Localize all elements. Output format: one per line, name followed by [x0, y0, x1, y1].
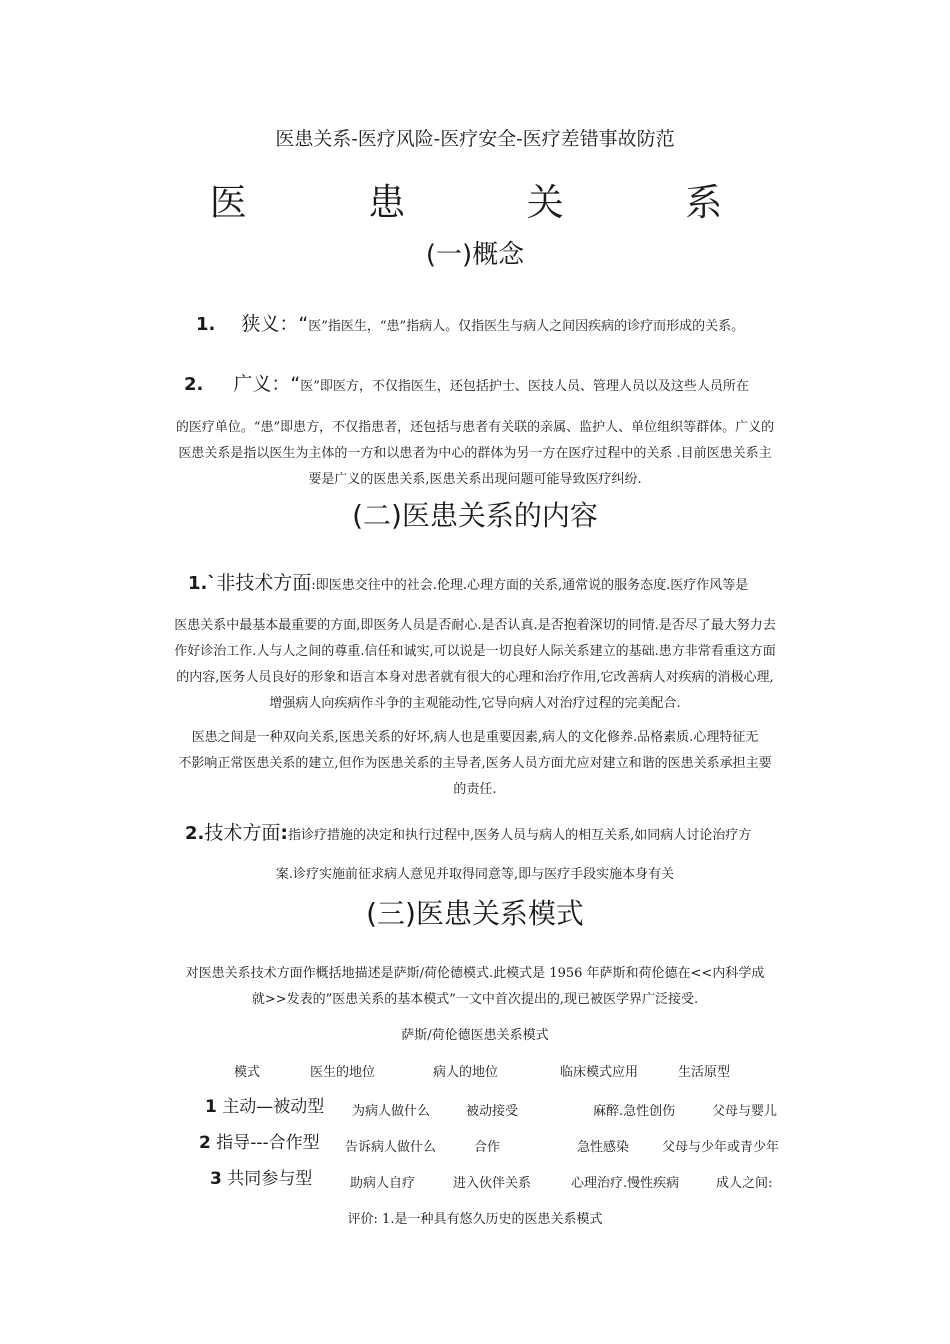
table-cell: 助病人自疗: [350, 1176, 416, 1191]
table-cell: 急性感染: [577, 1140, 630, 1155]
table-row: [205, 1092, 324, 1117]
paragraph-line: 医患关系是指以医生为主体的一方和以患者为中心的群体为另一方在医疗过程中的关系 .目前医患关系主: [178, 446, 772, 461]
non-technical-aspect: [188, 568, 748, 595]
model-name: 共同参与型: [227, 1169, 313, 1189]
document-header: 医患关系-医疗风险-医疗安全-医疗差错事故防范: [275, 128, 675, 150]
table-cell: 心理治疗.慢性疾病: [571, 1176, 680, 1191]
table-header-cell: 生活原型: [678, 1065, 731, 1080]
item-text: 指诊疗措施的决定和执行过程中,医务人员与病人的相互关系,如同病人讨论治疗方: [288, 828, 752, 843]
paragraph-line: 就>>发表的”医患关系的基本模式”一文中首次提出的,现已被医学界广泛接受.: [251, 992, 699, 1007]
main-title: 医 患 关 系: [209, 181, 741, 224]
item-label: 技术方面: [204, 822, 281, 844]
paragraph-line: 要是广义的医患关系,医患关系出现问题可能导致医疗纠纷.: [308, 472, 642, 487]
item-number: 1.: [196, 314, 216, 335]
definition-broad: [184, 369, 749, 396]
evaluation-line: 评价: 1.是一种具有悠久历史的医患关系模式: [347, 1212, 603, 1227]
paragraph-line: 对医患关系技术方面作概括地描述是萨斯/荷伦德模式.此模式是 1956 年萨斯和荷伦德在<<内科学成: [185, 966, 765, 981]
table-cell: 为病人做什么: [352, 1104, 431, 1119]
paragraph-line: 的医疗单位。“患”即患方，不仅指患者，还包括与患者有关联的亲属、监护人、单位组织等群体。广义的: [175, 420, 775, 435]
row-number: 3: [210, 1169, 222, 1189]
paragraph-line: 的责任.: [453, 782, 497, 797]
table-cell: 麻醉.急性创伤: [593, 1104, 676, 1119]
table-cell: 成人之间:: [716, 1176, 773, 1191]
item-number: 2.: [184, 374, 204, 395]
row-number: 1: [205, 1097, 217, 1117]
item-text: 医”即医方，不仅指医生，还包括护士、医技人员、管理人员以及这些人员所在: [300, 379, 749, 394]
paragraph-line: 医患关系中最基本最重要的方面,即医务人员是否耐心.是否认真.是否抱着深切的同情.是否尽了最大努力去: [174, 618, 776, 633]
technical-aspect: [185, 818, 751, 845]
table-cell: 进入伙伴关系: [453, 1176, 532, 1191]
table-row: [199, 1128, 320, 1153]
paragraph-line: 案.诊疗实施前征求病人意见并取得同意等,即与医疗手段实施本身有关: [275, 867, 675, 882]
item-label: 非技术方面: [216, 572, 312, 594]
table-caption: 萨斯/荷伦德医患关系模式: [401, 1028, 549, 1043]
model-name: 主动—被动型: [222, 1097, 325, 1117]
paragraph-line: 增强病人向疾病作斗争的主观能动性,它导向病人对治疗过程的完美配合.: [269, 696, 681, 711]
table-cell: 被动接受: [466, 1104, 519, 1119]
paragraph-line: 作好诊治工作.人与人之间的尊重.信任和诚实,可以说是一切良好人际关系建立的基础.患方非常看重这方面: [174, 644, 776, 659]
item-number: 2.: [185, 823, 205, 844]
item-text: 医”指医生，“患”指病人。仅指医生与病人之间因疾病的诊疗而形成的关系。: [308, 319, 745, 334]
item-number: 1.`: [188, 573, 217, 594]
item-label: 广义：“: [233, 373, 301, 395]
table-header-cell: 病人的地位: [433, 1065, 499, 1080]
section-1-title: (一)概念: [425, 240, 525, 270]
item-label: 狭义：“: [241, 313, 309, 335]
paragraph-line: 医患之间是一种双向关系,医患关系的好坏,病人也是重要因素,病人的文化修养.品格素质.心理特征无: [191, 730, 759, 745]
table-header-cell: 模式: [234, 1065, 261, 1080]
table-cell: 父母与少年或青少年: [662, 1140, 780, 1155]
table-cell: 父母与婴儿: [712, 1104, 778, 1119]
definition-narrow: [196, 309, 744, 336]
paragraph-line: 不影响正常医患关系的建立,但作为医患关系的主导者,医务人员方面尤应对建立和谐的医患关系承担主要: [178, 756, 772, 771]
table-header-cell: 临床模式应用: [560, 1065, 639, 1080]
section-3-title: (三)医患关系模式: [366, 897, 584, 930]
item-colon: :: [280, 822, 288, 844]
paragraph-line: 的内容,医务人员良好的形象和语言本身对患者就有很大的心理和治疗作用,它改善病人对疾病的消极心理,: [176, 670, 774, 685]
row-number: 2: [199, 1133, 211, 1153]
table-header-cell: 医生的地位: [310, 1065, 376, 1080]
section-2-title: (二)医患关系的内容: [352, 499, 598, 532]
table-cell: 告诉病人做什么: [345, 1140, 437, 1155]
item-text: :即医患交往中的社会.伦理.心理方面的关系,通常说的服务态度.医疗作风等是: [311, 578, 749, 593]
table-cell: 合作: [474, 1140, 501, 1155]
model-name: 指导---合作型: [216, 1133, 320, 1153]
table-row: [210, 1164, 312, 1189]
